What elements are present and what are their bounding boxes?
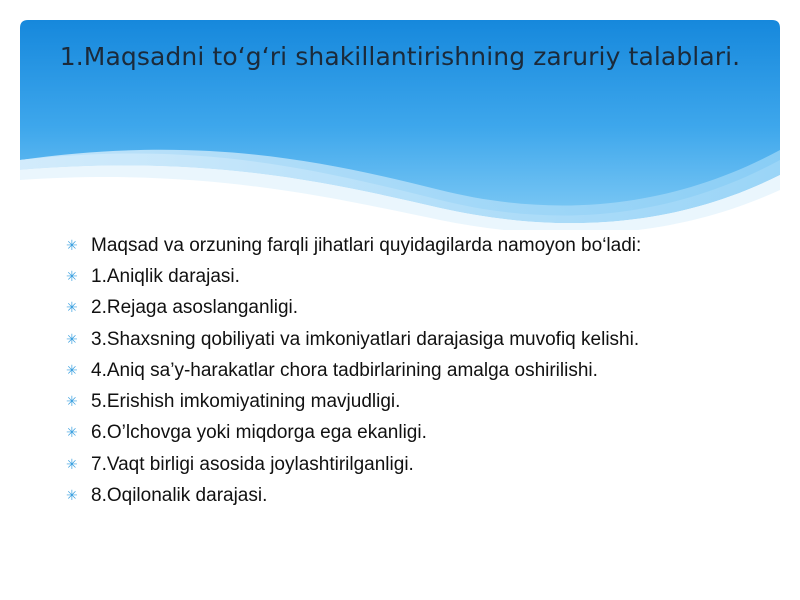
list-item (66, 355, 766, 386)
list-item-text: 6.O’lchovga yoki miqdorga ega ekanligi. (91, 422, 427, 444)
list-item (66, 230, 766, 261)
bullet-list (66, 230, 766, 512)
asterisk-icon: ✳ (66, 488, 78, 505)
list-item (66, 418, 766, 449)
list-item-text: 7.Vaqt birligi asosida joylashtirilganligi. (91, 453, 414, 475)
asterisk-icon: ✳ (66, 237, 78, 254)
list-item (66, 449, 766, 480)
list-item-text: 1.Aniqlik darajasi. (91, 265, 240, 287)
list-item-text: 3.Shaxsning qobiliyati va imkoniyatlari darajasiga muvofiq kelishi. (91, 328, 640, 350)
asterisk-icon: ✳ (66, 331, 78, 348)
page-title: 1.Maqsadni to‘g‘ri shakillantirishning zaruriy talablari. (59, 42, 741, 71)
list-item-text: 4.Aniq sa’y-harakatlar chora tadbirlarining amalga oshirilishi. (91, 359, 598, 381)
asterisk-icon: ✳ (66, 425, 78, 442)
list-item (66, 386, 766, 417)
asterisk-icon: ✳ (66, 300, 78, 317)
asterisk-icon: ✳ (66, 394, 78, 411)
asterisk-icon: ✳ (66, 456, 78, 473)
asterisk-icon: ✳ (66, 362, 78, 379)
list-item-text: Maqsad va orzuning farqli jihatlari quyidagilarda namoyon bo‘ladi: (91, 234, 642, 256)
list-item-text: 2.Rejaga asoslanganligi. (91, 297, 299, 319)
asterisk-icon: ✳ (66, 268, 78, 285)
list-item (66, 480, 766, 511)
list-item-text: 5.Erishish imkomiyatining mavjudligi. (91, 391, 401, 413)
list-item-text: 8.Oqilonalik darajasi. (91, 485, 268, 507)
list-item (66, 261, 766, 292)
list-item (66, 293, 766, 324)
list-item (66, 324, 766, 355)
